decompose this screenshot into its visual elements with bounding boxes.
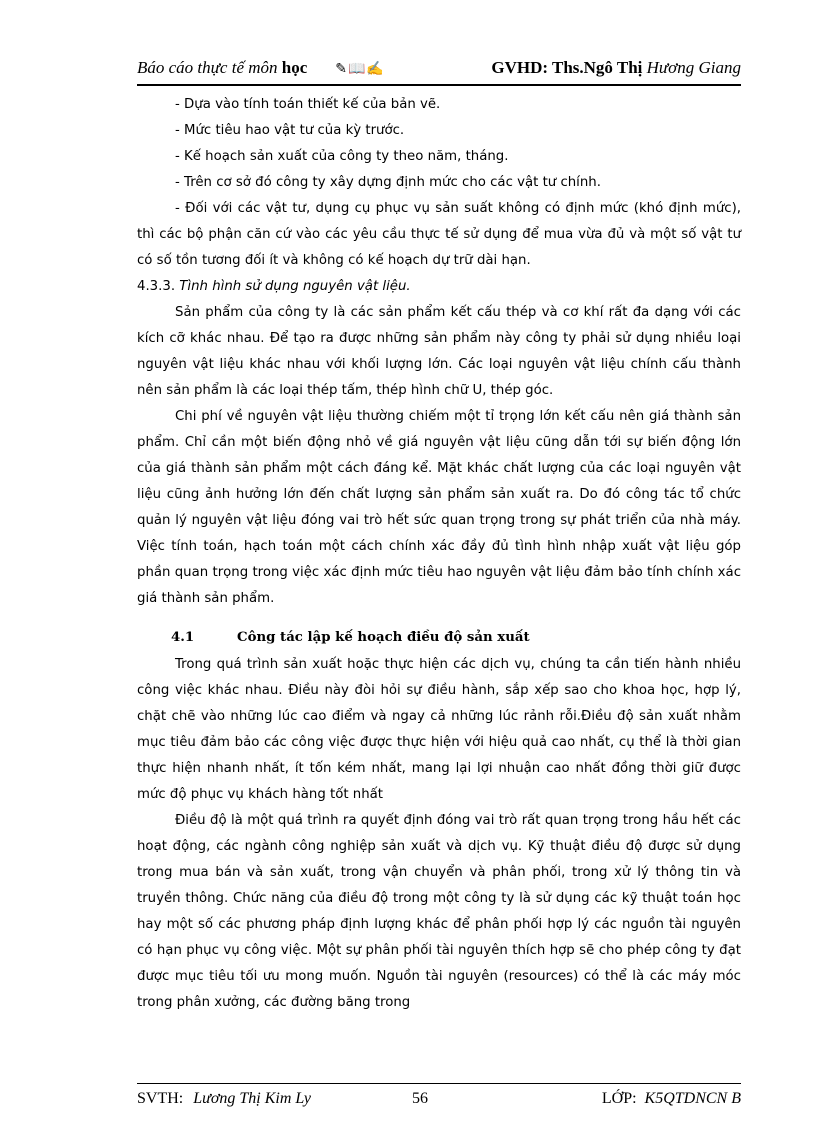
section-heading [171,624,741,652]
bullet-item: - Đối với các vật tư, dụng cụ phục vụ sản suất không có định mức (khó định mức), thì các bộ phận căn cứ vào các yêu cầu thực tế sử dụng để mua vừa đủ và một số vật tư có số tồn tương đối ít và không có kế hoạch dự trữ dài hạn. [137,201,741,268]
book-ornament-icon: ✎📖✍ [335,62,385,77]
page-header [137,58,741,82]
bullet-item: - Trên cơ sở đó công ty xây dựng định mức cho các vật tư chính. [175,175,601,190]
header-divider [137,84,741,86]
subsection-number: 4.3.3. [137,279,176,294]
paragraph: Sản phẩm của công ty là các sản phẩm kết cấu thép và cơ khí rất đa dạng với các kích cỡ khác nhau. Để tạo ra được những sản phẩm này công ty phải sử dụng nhiều loại nguyên vật liệu khác nhau với khối lượng lớn. Các loại nguyên vật liệu chính cấu thành nên sản phẩm là các loại thép tấm, thép hình chữ U, thép góc. [137,305,741,398]
supervisor: GVHD: Ths.Ngô Thị Hương Giang [491,58,741,77]
student-info: SVTH: Lương Thị Kim Ly [137,1090,311,1107]
bullet-item: - Kế hoạch sản xuất của công ty theo năm, tháng. [175,149,509,164]
subsection-title: Tình hình sử dụng nguyên vật liệu. [179,279,411,294]
footer-divider [137,1083,741,1084]
body-content [137,92,741,1016]
section-title: Công tác lập kế hoạch điều độ sản xuất [237,630,530,645]
bullet-item: - Mức tiêu hao vật tư của kỳ trước. [175,123,405,138]
subsection-heading [137,274,741,300]
paragraph: Điều độ là một quá trình ra quyết định đóng vai trò rất quan trọng trong hầu hết các hoạt động, các ngành công nghiệp sản xuất và dịch vụ. Kỹ thuật điều độ được sử dụng trong mua bán và sản xuất, trong vận chuyển và phân phối, trong xử lý thông tin và truyền thông. Chức năng của điều độ trong một công ty là sử dụng các kỹ thuật toán học hay một số các phương pháp định lượng khác để phân phối hợp lý các nguồn tài nguyên có hạn phục vụ công việc. Một sự phân phối tài nguyên thích hợp sẽ cho phép công ty đạt được mục tiêu tối ưu mong muốn. Nguồn tài nguyên (resources) có thể là các máy móc trong phân xưởng, các đường băng trong [137,813,741,1010]
page-footer [137,1090,741,1112]
section-number: 4.1 [171,630,195,645]
class-info: LỚP: K5QTDNCN B [601,1090,741,1107]
bullet-item: - Dựa vào tính toán thiết kế của bản vẽ. [175,97,441,112]
paragraph: Chi phí về nguyên vật liệu thường chiếm một tỉ trọng lớn kết cấu nên giá thành sản phẩm. Chỉ cần một biến động nhỏ về giá nguyên vật liệu cũng dẫn tới sự biến động lớn của giá thành sản phẩm một cách đáng kể. Mặt khác chất lượng của các loại nguyên vật liệu cũng ảnh hưởng lớn đến chất lượng sản phẩm sản xuất ra. Do đó công tác tổ chức quản lý nguyên vật liệu đóng vai trò hết sức quan trọng trong sự phát triển của nhà máy. Việc tính toán, hạch toán một cách chính xác đầy đủ tình hình nhập xuất vật liệu góp phần quan trọng trong việc xác định mức tiêu hao nguyên vật liệu đảm bảo tính chính xác giá thành sản phẩm. [137,409,741,606]
course-title: Báo cáo thực tế môn học [137,58,308,77]
paragraph: Trong quá trình sản xuất hoặc thực hiện các dịch vụ, chúng ta cần tiến hành nhiều công việc khác nhau. Điều này đòi hỏi sự điều hành, sắp xếp sao cho khoa học, hợp lý, chặt chẽ vào những lúc cao điểm và ngay cả những lúc rảnh rỗi.Điều độ sản xuất nhằm mục tiêu đảm bảo các công việc được thực hiện với hiệu quả cao nhất, cụ thể là thời gian thực hiện nhanh nhất, ít tốn kém nhất, mang lại lợi nhuận cao nhất đồng thời giữ được mức độ phục vụ khách hàng tốt nhất [137,657,741,802]
page-number: 56 [412,1090,428,1107]
